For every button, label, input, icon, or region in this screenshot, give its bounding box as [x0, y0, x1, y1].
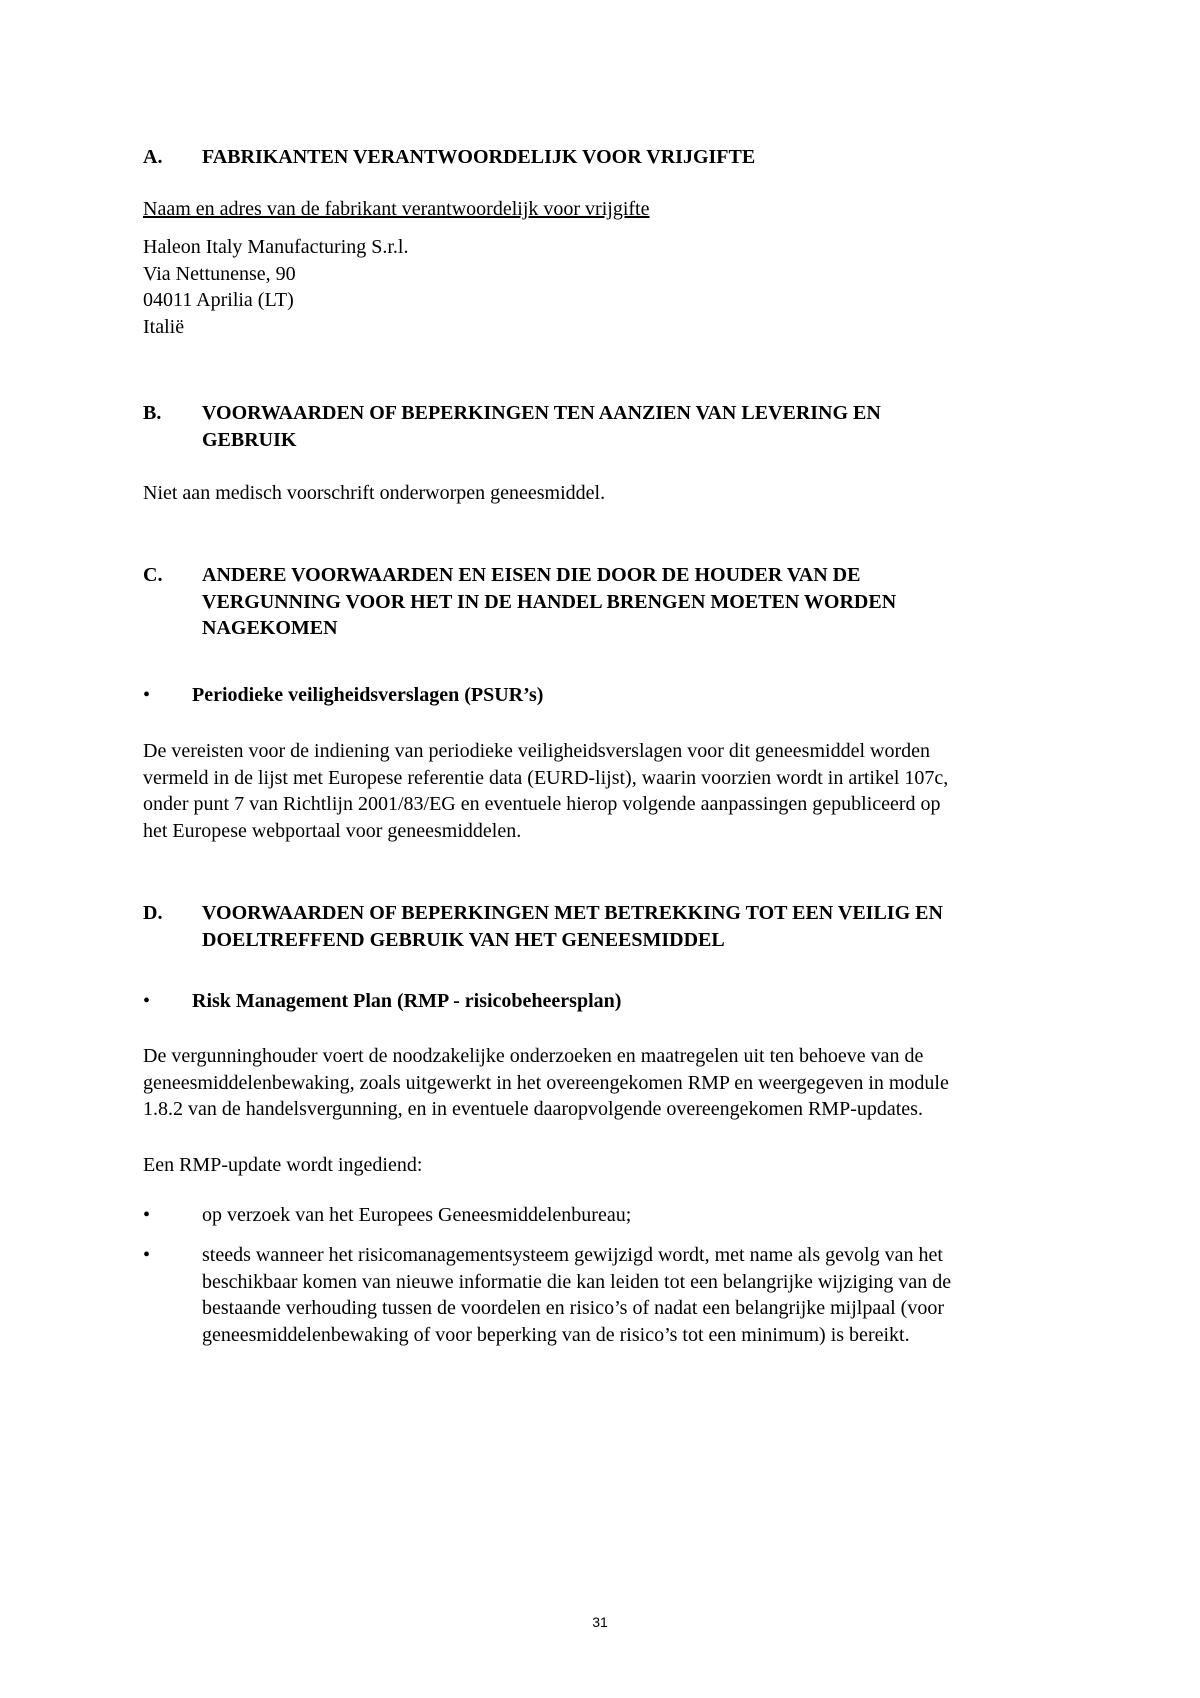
section-d-letter: D.: [143, 902, 163, 924]
section-b-body: [143, 480, 1073, 507]
section-d-title-line: DOELTREFFEND GEBRUIK VAN HET GENEESMIDDEL: [202, 928, 725, 951]
list-item-line: bestaande verhouding tussen de voordelen en risico’s of nadat een belangrijke mijlpaal (voor: [202, 1297, 944, 1319]
paragraph-line: het Europese webportaal voor geneesmiddelen.: [143, 819, 522, 842]
section-c-heading: [143, 562, 1073, 642]
section-c-title-line: NAGEKOMEN: [202, 617, 338, 639]
section-c-letter: C.: [143, 564, 163, 586]
address-line: 04011 Aprilia (LT): [143, 289, 294, 311]
rmp-update-intro: [143, 1152, 1073, 1179]
paragraph-line: geneesmiddelenbewaking, zoals uitgewerkt in het overeengekomen RMP en weergegeven in module: [143, 1071, 949, 1094]
section-a-letter: A.: [143, 146, 163, 168]
section-b-heading: [143, 400, 1073, 453]
bullet-icon: •: [143, 990, 151, 1012]
list-item: [143, 1202, 1073, 1229]
psur-subheading: [143, 682, 1073, 709]
manufacturer-address: [143, 234, 1073, 340]
rmp-update-intro-text: Een RMP-update wordt ingediend:: [143, 1154, 423, 1176]
rmp-subheading: [143, 988, 1073, 1015]
bullet-icon: •: [143, 684, 151, 706]
list-item-text: [202, 1242, 1073, 1348]
list-item-line: steeds wanneer het risicomanagementsysteem gewijzigd wordt, met name als gevolg van het: [202, 1244, 943, 1266]
list-item: [143, 1242, 1073, 1348]
list-item-line: geneesmiddelenbewaking of voor beperking van de risico’s tot een minimum) is bereikt.: [202, 1323, 910, 1346]
list-item-text: [202, 1202, 1073, 1229]
address-line: Haleon Italy Manufacturing S.r.l.: [143, 236, 409, 258]
section-b-text: Niet aan medisch voorschrift onderworpen geneesmiddel.: [143, 482, 606, 504]
section-d-heading: [143, 900, 1073, 953]
section-d-body: [143, 1043, 1073, 1123]
section-b-title-line: VOORWAARDEN OF BEPERKINGEN TEN AANZIEN VAN LEVERING EN: [202, 402, 881, 424]
section-b-letter: B.: [143, 402, 162, 424]
bullet-icon: •: [143, 1244, 151, 1266]
section-d-title: [202, 900, 1073, 953]
section-a-title: FABRIKANTEN VERANTWOORDELIJK VOOR VRIJGIFTE: [202, 146, 756, 168]
paragraph-line: onder punt 7 van Richtlijn 2001/83/EG en eventuele hierop volgende aanpassingen gepubliceerd op: [143, 793, 941, 815]
section-c-title-line: VERGUNNING VOOR HET IN DE HANDEL BRENGEN MOETEN WORDEN: [202, 590, 897, 613]
section-b-title-line: GEBRUIK: [202, 428, 297, 451]
address-line: Italië: [143, 315, 185, 338]
section-c-body: [143, 738, 1073, 844]
paragraph-line: De vereisten voor de indiening van periodieke veiligheidsverslagen voor dit geneesmiddel worden: [143, 740, 930, 762]
section-d-title-line: VOORWAARDEN OF BEPERKINGEN MET BETREKKING TOT EEN VEILIG EN: [202, 902, 943, 924]
section-b-title: [202, 400, 1073, 453]
section-c-title: [202, 562, 1073, 642]
section-c-title-line: ANDERE VOORWAARDEN EN EISEN DIE DOOR DE HOUDER VAN DE: [202, 564, 861, 586]
paragraph-line: 1.8.2 van de handelsvergunning, en in eventuele daaropvolgende overeengekomen RMP-updates.: [143, 1098, 923, 1120]
list-item-line: op verzoek van het Europees Geneesmiddelenbureau;: [202, 1204, 632, 1226]
paragraph-line: De vergunninghouder voert de noodzakelijke onderzoeken en maatregelen uit ten behoeve van de: [143, 1045, 924, 1067]
rmp-subheading-text: Risk Management Plan (RMP - risicobeheersplan): [192, 990, 622, 1012]
bullet-icon: •: [143, 1204, 151, 1226]
list-item-line: beschikbaar komen van nieuwe informatie die kan leiden tot een belangrijke wijziging van de: [202, 1270, 952, 1293]
address-line: Via Nettunense, 90: [143, 262, 296, 285]
psur-subheading-text: Periodieke veiligheidsverslagen (PSUR’s): [192, 684, 544, 706]
page-number: 31: [592, 1614, 608, 1630]
paragraph-line: vermeld in de lijst met Europese referentie data (EURD-lijst), waarin voorzien wordt in artikel 107c,: [143, 766, 949, 789]
section-a-heading: [143, 144, 1073, 171]
manufacturer-subheading: Naam en adres van de fabrikant verantwoordelijk voor vrijgifte: [143, 198, 650, 220]
section-a-subheading: [143, 196, 1073, 223]
